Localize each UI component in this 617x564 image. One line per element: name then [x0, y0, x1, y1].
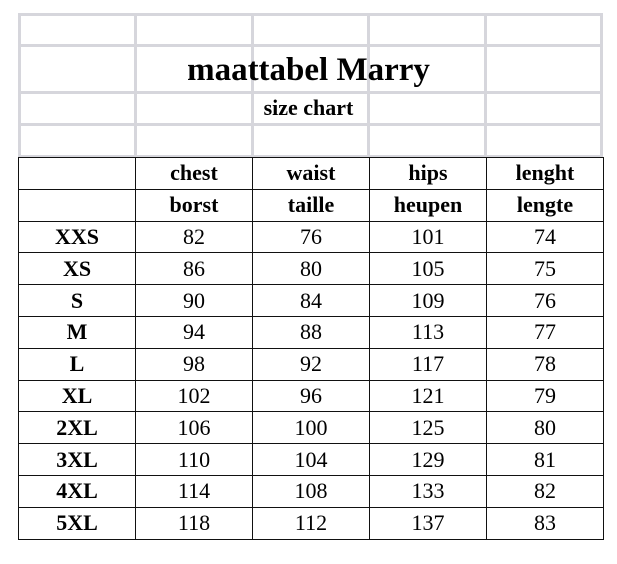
size-label: 5XL: [19, 507, 136, 539]
length-value: 83: [487, 507, 604, 539]
table-row: [19, 444, 604, 476]
header-row: [19, 158, 604, 190]
column-header: waist: [253, 158, 370, 190]
length-value: 77: [487, 316, 604, 348]
chest-value: 102: [136, 380, 253, 412]
grid-line: [18, 13, 603, 16]
table-row: [19, 507, 604, 539]
waist-value: 104: [253, 444, 370, 476]
column-header: chest: [136, 158, 253, 190]
waist-value: 92: [253, 348, 370, 380]
column-header: heupen: [370, 189, 487, 221]
table-row: [19, 412, 604, 444]
column-header: lengte: [487, 189, 604, 221]
table-row: [19, 475, 604, 507]
table-row: [19, 221, 604, 253]
chest-value: 86: [136, 253, 253, 285]
column-header: hips: [370, 158, 487, 190]
waist-value: 112: [253, 507, 370, 539]
chest-value: 114: [136, 475, 253, 507]
chest-value: 110: [136, 444, 253, 476]
length-value: 81: [487, 444, 604, 476]
column-header: lenght: [487, 158, 604, 190]
size-label: L: [19, 348, 136, 380]
length-value: 74: [487, 221, 604, 253]
waist-value: 96: [253, 380, 370, 412]
header-corner-cell: [19, 189, 136, 221]
table-row: [19, 316, 604, 348]
size-label: XS: [19, 253, 136, 285]
chest-value: 82: [136, 221, 253, 253]
table-row: [19, 253, 604, 285]
waist-value: 88: [253, 316, 370, 348]
length-value: 80: [487, 412, 604, 444]
hips-value: 105: [370, 253, 487, 285]
size-label: S: [19, 285, 136, 317]
column-header: taille: [253, 189, 370, 221]
chest-value: 98: [136, 348, 253, 380]
waist-value: 100: [253, 412, 370, 444]
table-body: [19, 158, 604, 540]
hips-value: 121: [370, 380, 487, 412]
page-subtitle: size chart: [263, 95, 354, 120]
hips-value: 117: [370, 348, 487, 380]
table-row: [19, 285, 604, 317]
waist-value: 108: [253, 475, 370, 507]
length-value: 78: [487, 348, 604, 380]
size-label: 3XL: [19, 444, 136, 476]
waist-value: 80: [253, 253, 370, 285]
waist-value: 76: [253, 221, 370, 253]
hips-value: 137: [370, 507, 487, 539]
column-header: borst: [136, 189, 253, 221]
chest-value: 106: [136, 412, 253, 444]
hips-value: 125: [370, 412, 487, 444]
chest-value: 90: [136, 285, 253, 317]
size-chart-table: [18, 157, 604, 540]
grid-line: [18, 91, 603, 94]
header-row: [19, 189, 604, 221]
table-row: [19, 380, 604, 412]
length-value: 75: [487, 253, 604, 285]
hips-value: 113: [370, 316, 487, 348]
length-value: 82: [487, 475, 604, 507]
table-row: [19, 348, 604, 380]
size-label: 4XL: [19, 475, 136, 507]
length-value: 79: [487, 380, 604, 412]
grid-line: [18, 123, 603, 126]
page-title: maattabel Marry: [187, 52, 430, 88]
grid-line: [18, 44, 603, 47]
chest-value: 94: [136, 316, 253, 348]
length-value: 76: [487, 285, 604, 317]
size-label: XXS: [19, 221, 136, 253]
size-label: XL: [19, 380, 136, 412]
hips-value: 129: [370, 444, 487, 476]
hips-value: 101: [370, 221, 487, 253]
header-corner-cell: [19, 158, 136, 190]
size-label: 2XL: [19, 412, 136, 444]
size-label: M: [19, 316, 136, 348]
chest-value: 118: [136, 507, 253, 539]
hips-value: 133: [370, 475, 487, 507]
waist-value: 84: [253, 285, 370, 317]
hips-value: 109: [370, 285, 487, 317]
